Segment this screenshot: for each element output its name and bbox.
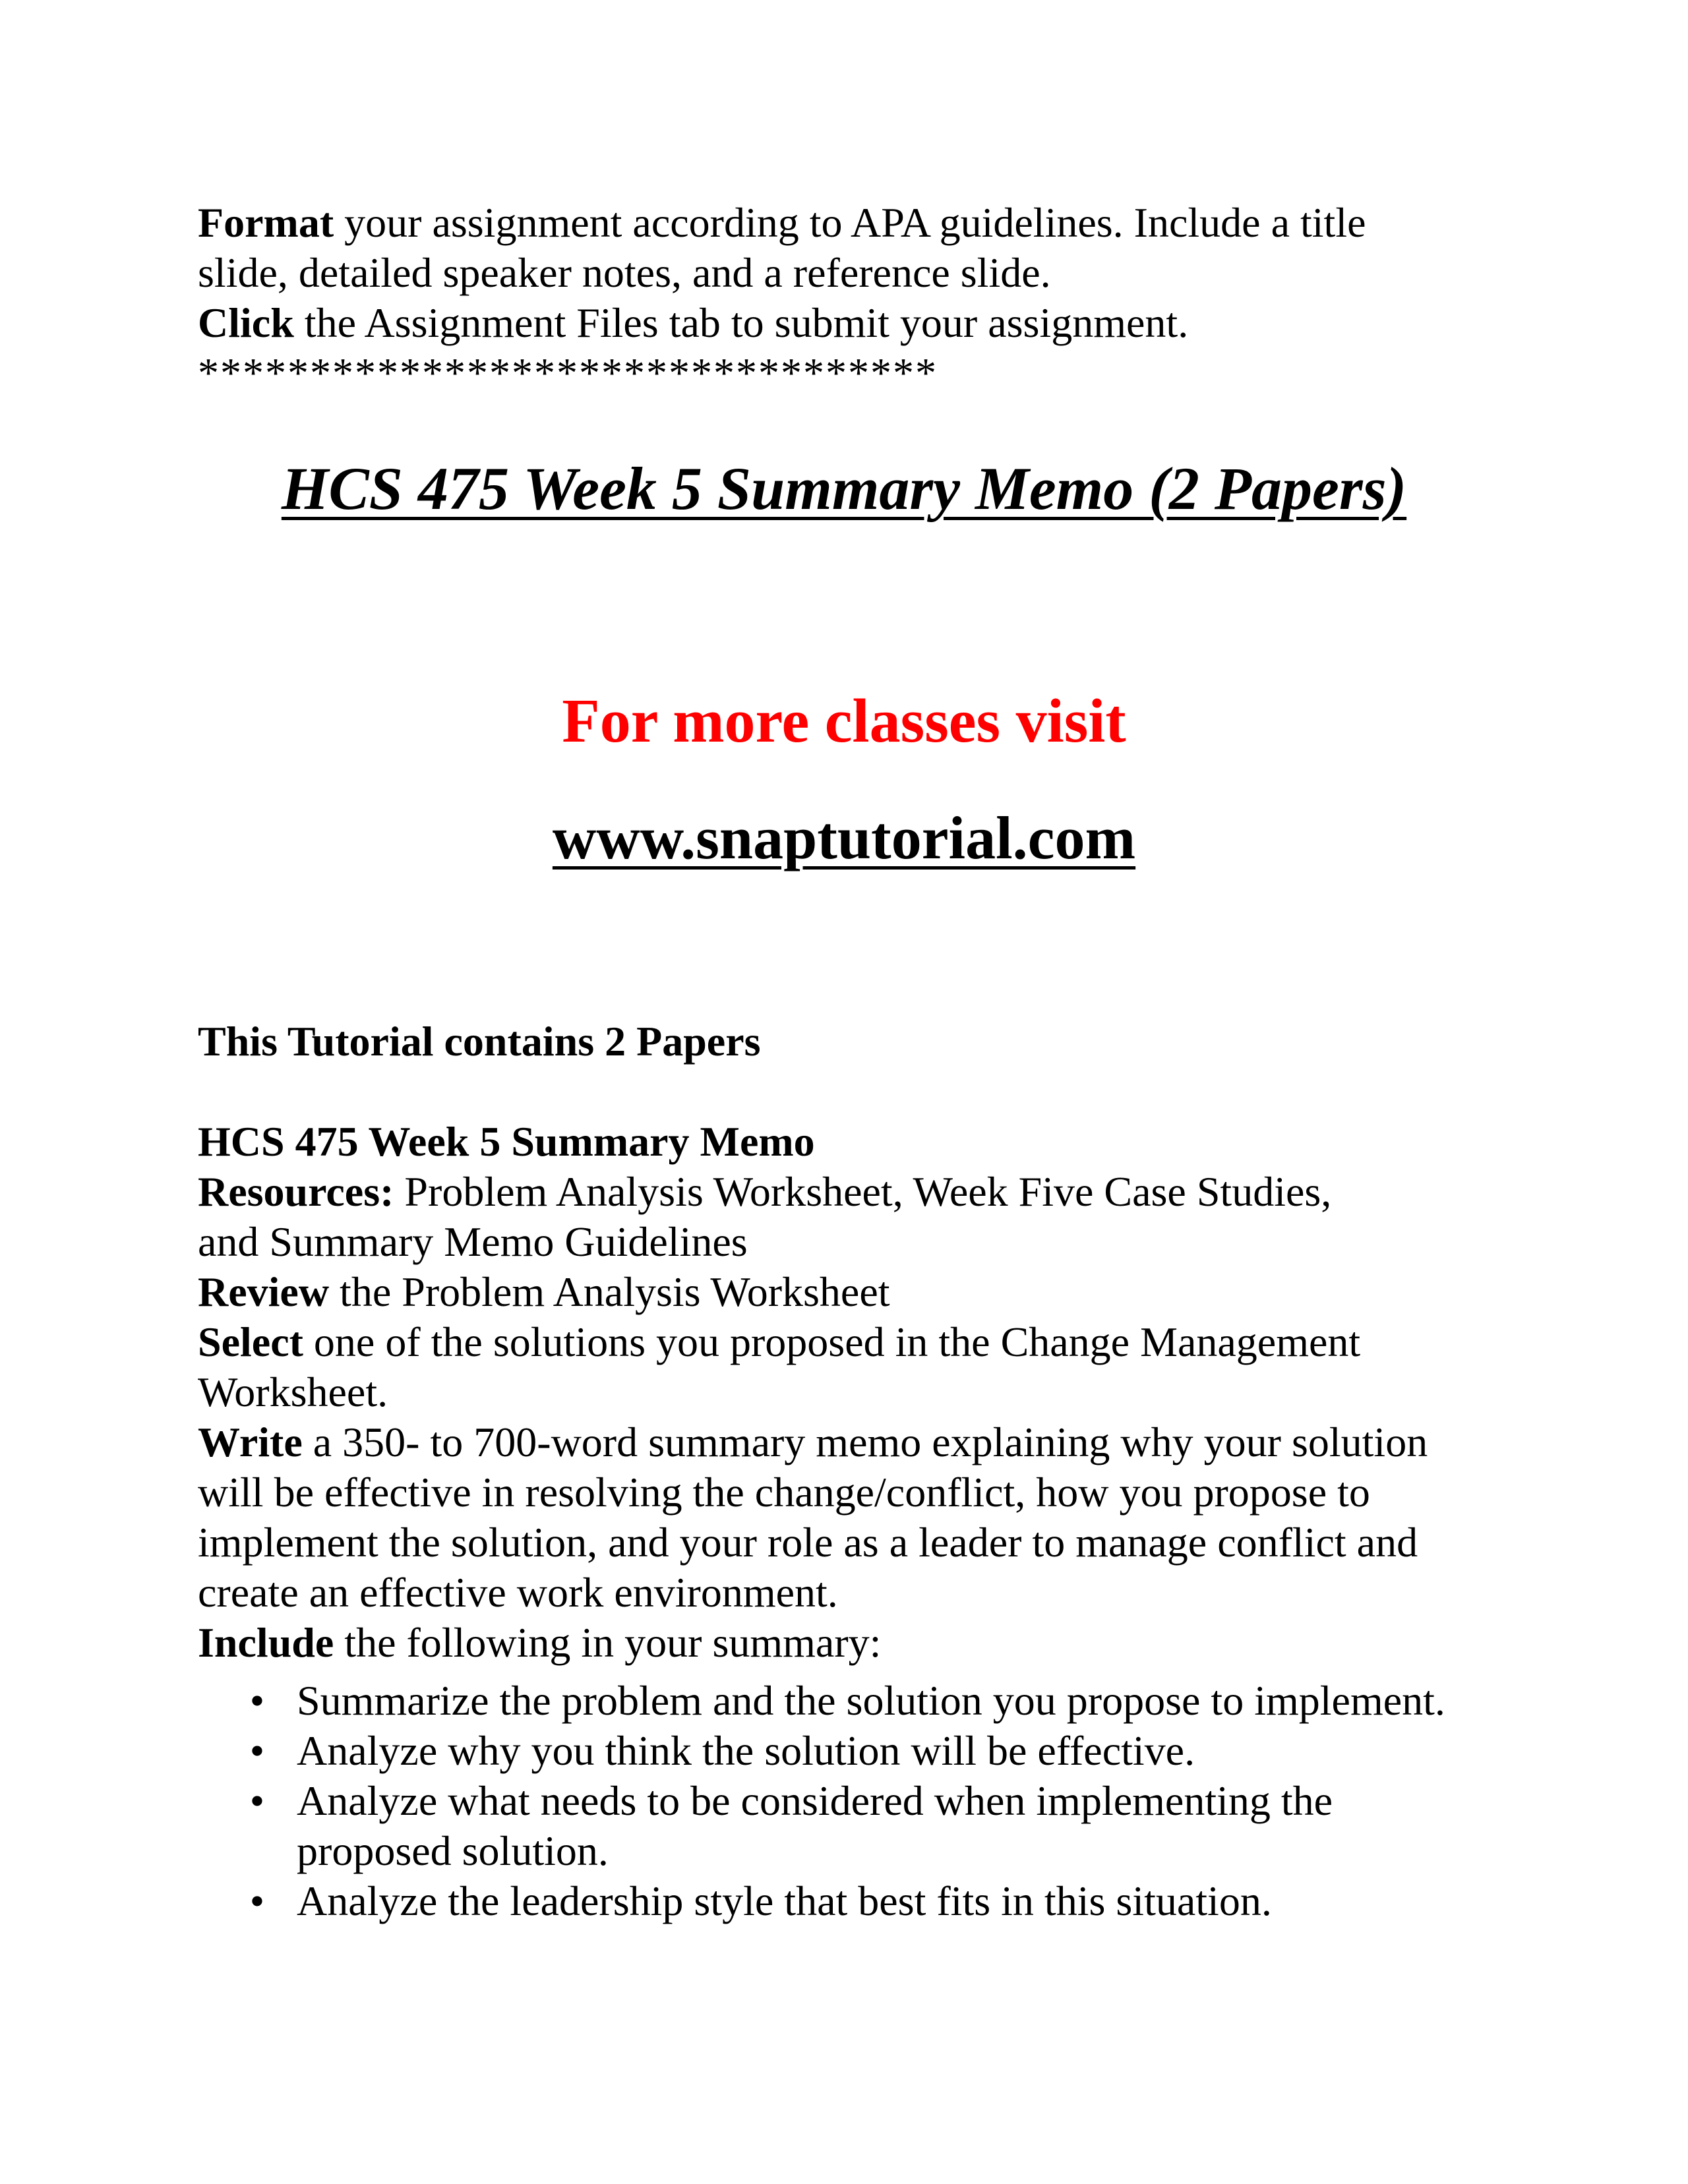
write-line-2: will be effective in resolving the change/conflict, how you propose to [198,1469,1370,1516]
select-line-2: Worksheet. [198,1369,388,1415]
write-line-4: create an effective work environment. [198,1569,838,1616]
write-line-3: implement the solution, and your role as a leader to manage conflict and [198,1519,1418,1566]
format-keyword: Format [198,199,334,246]
bullet-icon: • [249,1727,265,1774]
page-title: HCS 475 Week 5 Summary Memo (2 Papers) [281,455,1407,522]
resources-label: Resources: [198,1168,394,1215]
list-item-text: Analyze what needs to be considered when implementing the [297,1777,1333,1824]
bullet-icon: • [249,1777,265,1824]
format-text: your assignment according to APA guidelines. Include a title [334,199,1366,246]
include-line [198,1618,1517,1668]
assignment-section [198,1117,1517,1668]
select-text: one of the solutions you proposed in the Change Management [303,1318,1361,1365]
tutorial-note: This Tutorial contains 2 Papers [198,1018,761,1065]
list-item [198,1776,1517,1876]
include-text: the following in your summary: [334,1619,882,1666]
list-item [198,1676,1517,1726]
promo-text: For more classes visit [562,687,1126,755]
list-item [198,1876,1517,1926]
summary-bullet-list [198,1676,1517,1926]
intro-line-2: slide, detailed speaker notes, and a reference slide. [198,249,1051,296]
section-heading: HCS 475 Week 5 Summary Memo [198,1118,815,1165]
resources-line [198,1167,1517,1217]
resources-line-2: and Summary Memo Guidelines [198,1218,748,1265]
click-keyword: Click [198,299,294,346]
list-item-text: Analyze the leadership style that best fits in this situation. [297,1877,1272,1924]
list-item-text: Summarize the problem and the solution you propose to implement. [297,1677,1445,1724]
review-text: the Problem Analysis Worksheet [329,1268,890,1315]
bullet-icon: • [249,1677,265,1724]
intro-line-1 [198,198,1517,248]
website-link[interactable]: www.snaptutorial.com [552,804,1136,871]
bullet-icon: • [249,1877,265,1924]
list-item [198,1726,1517,1776]
select-keyword: Select [198,1318,303,1365]
select-line [198,1317,1517,1367]
intro-block [198,198,1517,398]
list-item-text-continued: proposed solution. [297,1827,609,1874]
include-keyword: Include [198,1619,334,1666]
write-line [198,1417,1517,1467]
click-text: the Assignment Files tab to submit your assignment. [293,299,1189,346]
intro-line-3 [198,298,1517,348]
review-line [198,1267,1517,1317]
list-item-text: Analyze why you think the solution will be effective. [297,1727,1195,1774]
write-keyword: Write [198,1419,303,1465]
resources-text: Problem Analysis Worksheet, Week Five Case Studies, [394,1168,1332,1215]
write-text: a 350- to 700-word summary memo explaining why your solution [302,1419,1428,1465]
review-keyword: Review [198,1268,330,1315]
asterisk-separator: ********************************* [198,349,938,396]
